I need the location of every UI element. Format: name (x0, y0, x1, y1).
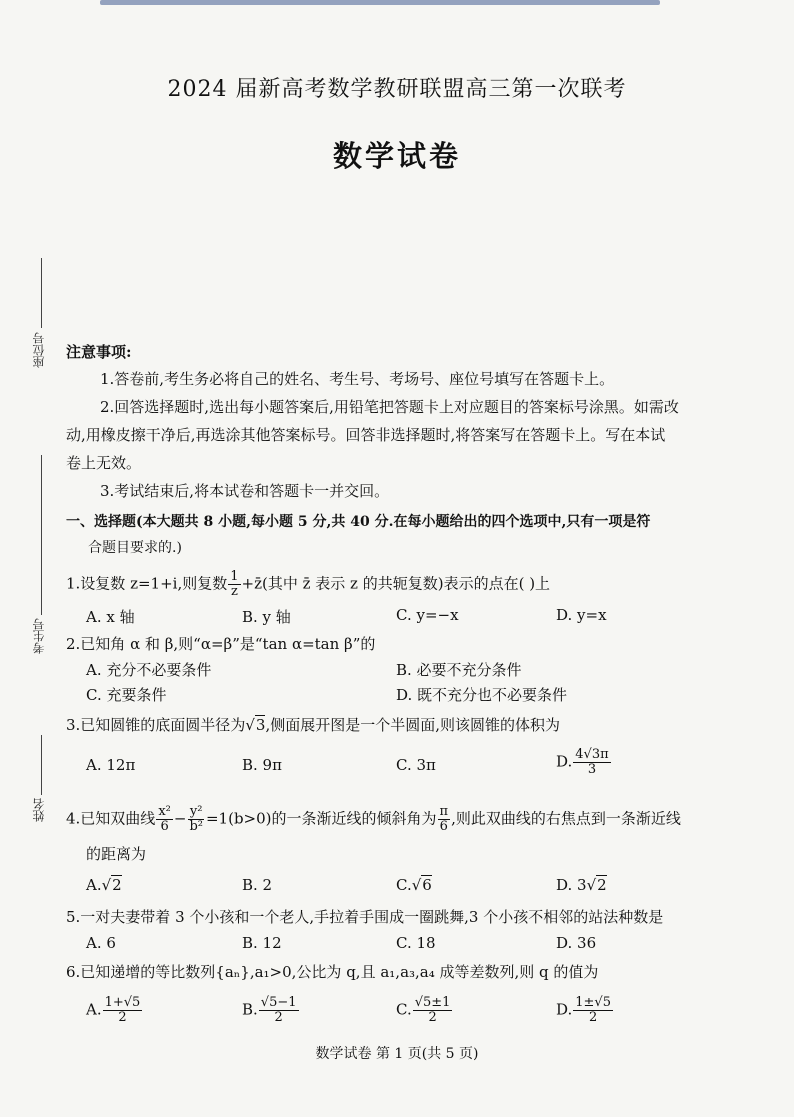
q1-stem-pre: 1.设复数 z=1+i,则复数 (66, 574, 228, 593)
q5-option-d: D. 36 (556, 934, 597, 952)
name-line (41, 735, 42, 795)
name-label: 姓名 (32, 798, 46, 822)
q3-d-num: 4√3π (575, 747, 609, 762)
q1-frac-den: z (230, 584, 238, 599)
question-4-cont: 的距离为 (86, 845, 147, 863)
q1-option-b: B. y 轴 (242, 608, 291, 626)
seat-line (41, 258, 42, 328)
q3-stem-pre: 3.已知圆锥的底面圆半径为 (66, 716, 246, 734)
q5-option-c: C. 18 (396, 934, 436, 952)
q4-frac-x-den: 6 (160, 819, 169, 834)
q1-option-c: C. y=−x (396, 606, 459, 624)
q6-a-num: 1+√5 (104, 995, 141, 1010)
q6-a-label: A. (86, 1000, 102, 1019)
q3-d-fraction (573, 748, 610, 777)
section-title-cont: 合题目要求的.) (88, 540, 182, 556)
q6-b-fraction (259, 996, 299, 1025)
scan-top-edge (100, 0, 660, 5)
paper-title: 数学试卷 (332, 139, 461, 173)
q4-option-c: C.√6 (396, 876, 432, 894)
q4-frac-x (156, 805, 173, 834)
q4-frac-y-den: b² (189, 819, 203, 834)
q6-b-num: √5−1 (260, 995, 297, 1010)
notice-item-2-end: 卷上无效。 (66, 454, 142, 472)
q4-c-label: C. (396, 876, 412, 894)
q6-c-den: 2 (428, 1010, 437, 1025)
q3-option-a: A. 12π (86, 756, 136, 774)
q2-option-a: A. 充分不必要条件 (86, 661, 212, 679)
q4-stem-pre: 4.已知双曲线 (66, 809, 156, 828)
q6-b-den: 2 (274, 1010, 283, 1025)
q6-c-num: √5±1 (414, 995, 451, 1010)
q4-d-label: D. 3 (556, 876, 587, 894)
question-3: 3.已知圆锥的底面圆半径为√3,侧面展开图是一个半圆面,则该圆锥的体积为 (66, 716, 560, 734)
exam-no-label: 考生号 (32, 618, 46, 654)
q3-option-b: B. 9π (242, 756, 282, 774)
q3-stem-post: ,侧面展开图是一个半圆面,则该圆锥的体积为 (265, 716, 560, 734)
q6-option-c (396, 996, 453, 1025)
notice-item-2-cont: 动,用橡皮擦干净后,再选涂其他答案标号。回答非选择题时,将答案写在答题卡上。写在本试 (66, 426, 666, 444)
q1-option-d: D. y=x (556, 606, 607, 624)
q4-frac-y-num: y² (189, 804, 203, 819)
q2-option-d: D. 既不充分也不必要条件 (396, 686, 568, 704)
q4-stem-mid: =1(b>0)的一条渐近线的倾斜角为 (205, 809, 437, 828)
q3-d-label: D. (556, 752, 573, 771)
q4-option-d: D. 3√2 (556, 876, 607, 894)
q5-option-a: A. 6 (86, 934, 116, 952)
q6-c-label: C. (396, 1000, 412, 1019)
q5-option-b: B. 12 (242, 934, 282, 952)
q4-a-sqrt: 2 (112, 876, 122, 894)
q6-option-d (556, 996, 614, 1025)
q1-option-a: A. x 轴 (86, 608, 135, 626)
q6-d-label: D. (556, 1000, 573, 1019)
question-2: 2.已知角 α 和 β,则“α=β”是“tan α=tan β”的 (66, 635, 376, 653)
q6-c-fraction (413, 996, 453, 1025)
q4-frac-angle-num: π (439, 804, 449, 819)
q1-frac-num: 1 (230, 569, 239, 584)
q4-option-b: B. 2 (242, 876, 273, 894)
q4-c-sqrt: 6 (422, 876, 432, 894)
q6-d-den: 2 (588, 1010, 598, 1025)
q1-fraction (228, 570, 240, 599)
q6-a-den: 2 (118, 1010, 127, 1025)
q4-stem-post: ,则此双曲线的右焦点到一条渐近线 (451, 809, 681, 828)
q4-a-label: A. (86, 876, 102, 894)
notice-title: 注意事项: (66, 343, 132, 361)
exam-no-line (41, 455, 42, 615)
q2-option-c: C. 充要条件 (86, 686, 167, 704)
seat-label: 座位号 (32, 332, 46, 368)
q2-option-b: B. 必要不充分条件 (396, 661, 522, 679)
section-title: 一、选择题(本大题共 8 小题,每小题 5 分,共 40 分.在每小题给出的四个选项中,只有一项是符 (66, 514, 651, 530)
q6-option-a (86, 996, 143, 1025)
question-5: 5.一对夫妻带着 3 个小孩和一个老人,手拉着手围成一圈跳舞,3 个小孩不相邻的站法种数是 (66, 908, 664, 926)
notice-item-2: 2.回答选择题时,选出每小题答案后,用铅笔把答题卡上对应题目的答案标号涂黑。如需改 (100, 398, 679, 416)
question-6: 6.已知递增的等比数列{aₙ},a₁>0,公比为 q,且 a₁,a₃,a₄ 成等差数列,则 q 的值为 (66, 963, 599, 981)
q4-minus: − (173, 809, 187, 828)
question-4 (66, 805, 681, 834)
q3-option-d (556, 748, 612, 777)
q6-b-label: B. (242, 1000, 258, 1019)
q6-d-fraction (573, 996, 613, 1025)
question-1 (66, 570, 550, 599)
q3-sqrt: 3 (255, 716, 266, 734)
notice-item-1: 1.答卷前,考生务必将自己的姓名、考生号、考场号、座位号填写在答题卡上。 (100, 370, 615, 388)
q4-d-sqrt: 2 (597, 876, 607, 894)
q6-option-b (242, 996, 300, 1025)
q6-d-num: 1±√5 (575, 995, 611, 1010)
q4-frac-y (187, 805, 205, 834)
q3-d-den: 3 (587, 762, 597, 777)
q3-option-c: C. 3π (396, 756, 436, 774)
q4-frac-angle-den: 6 (439, 819, 448, 834)
q4-frac-angle (438, 805, 451, 834)
q4-option-a: A.√2 (86, 876, 122, 894)
page-footer: 数学试卷 第 1 页(共 5 页) (315, 1046, 479, 1062)
q6-a-fraction (103, 996, 143, 1025)
q4-frac-x-num: x² (158, 804, 171, 819)
q1-stem-post: +z̄(其中 z̄ 表示 z 的共轭复数)表示的点在( )上 (241, 574, 551, 593)
notice-item-3: 3.考试结束后,将本试卷和答题卡一并交回。 (100, 482, 390, 500)
exam-header-title: 2024 届新高考数学教研联盟高三第一次联考 (167, 77, 627, 102)
